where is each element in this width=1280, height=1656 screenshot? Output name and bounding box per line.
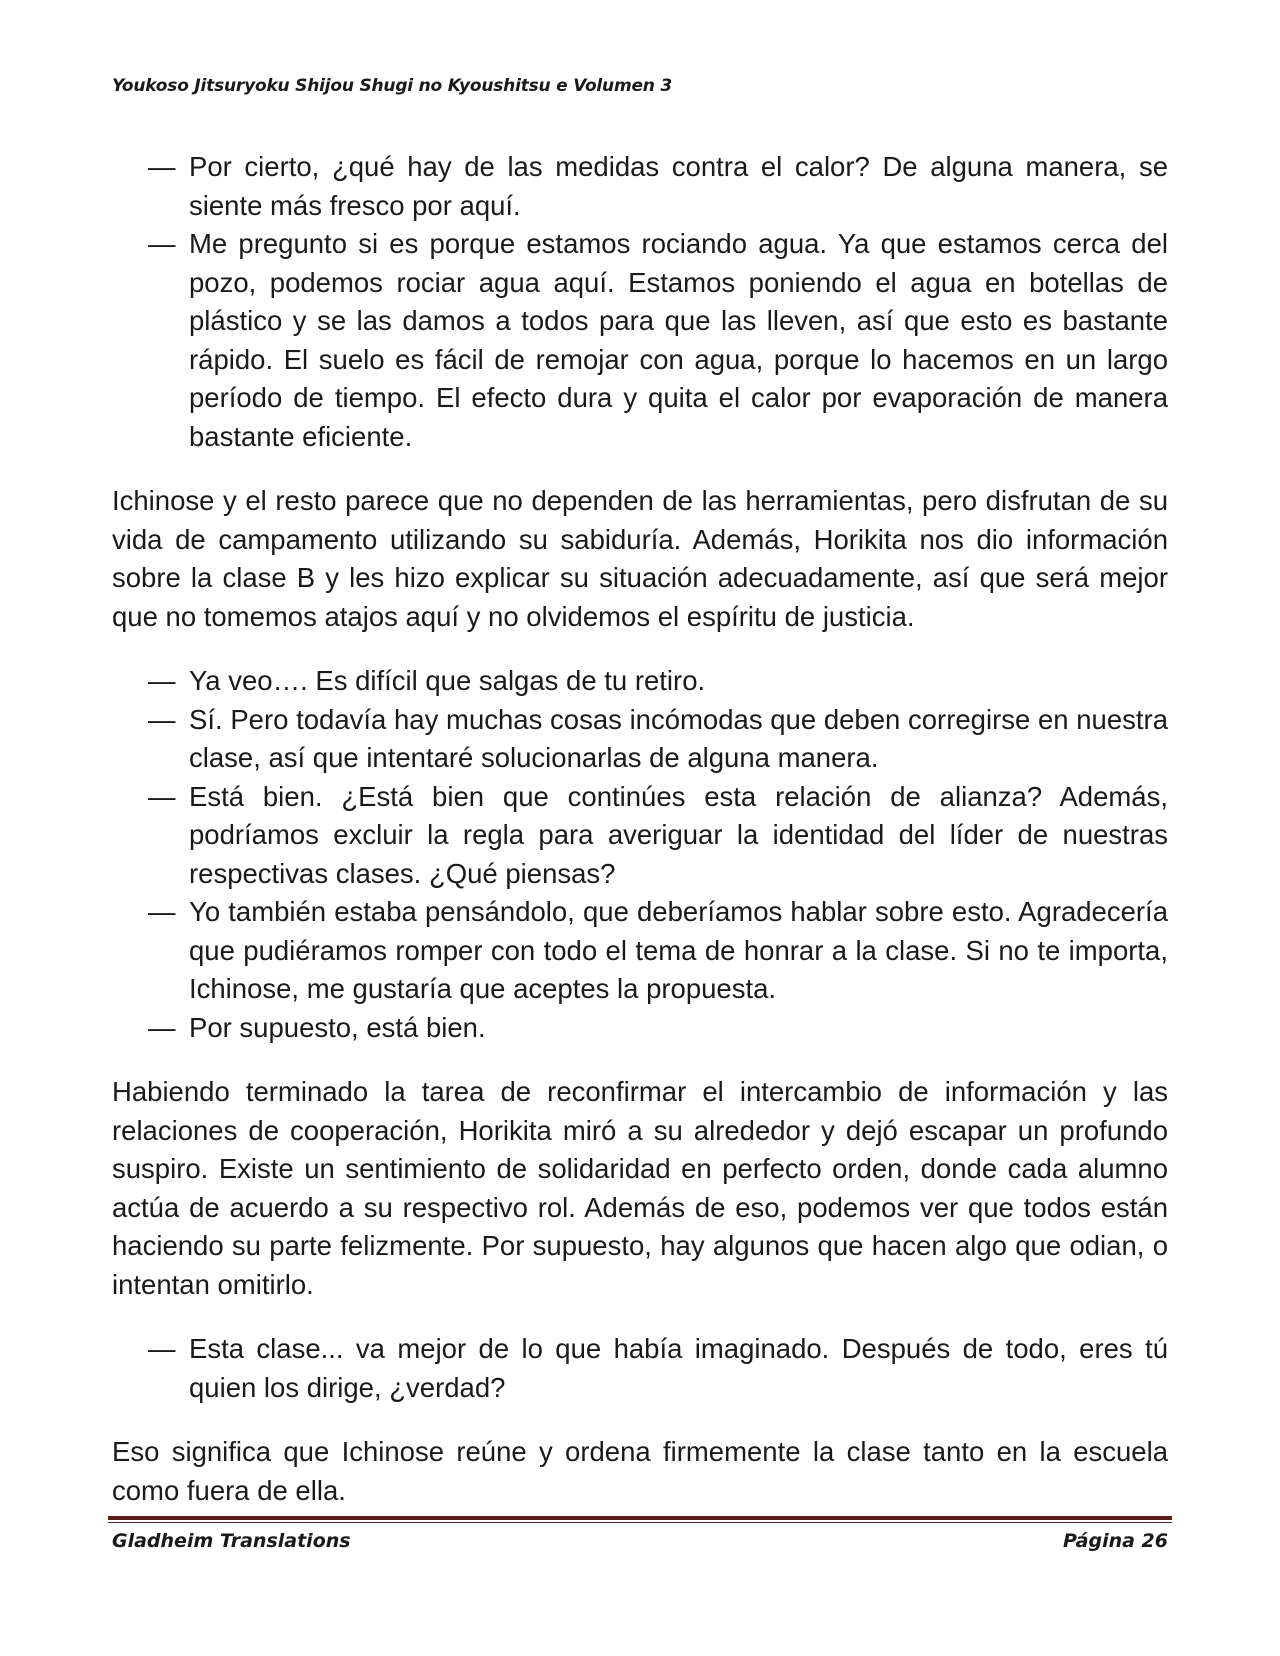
narration-paragraph: Ichinose y el resto parece que no dependen de las herramientas, pero disfrutan de su vida de campamento utilizando su sabiduría. Además, Horikita nos dio información sobre la clase B y les hizo explicar su situación adecuadamente, así que será mejor que no tomemos atajos aquí y no olvidemos el espíritu de justicia. (112, 485, 1168, 632)
dialogue-text: Me pregunto si es porque estamos rociando agua. Ya que estamos cerca del pozo, podemos rociar agua aquí. Estamos poniendo el agua en botellas de plástico y se las damos a todos para que las lleven, así que esto es bastante rápido. El suelo es fácil de remojar con agua, porque lo hacemos en un largo período de tiempo. El efecto dura y quita el calor por evaporación de manera bastante eficiente. (189, 228, 1168, 452)
footer-divider-thin (108, 1522, 1172, 1523)
narration-paragraph: Eso significa que Ichinose reúne y ordena firmemente la clase tanto en la escuela como fuera de ella. (112, 1436, 1168, 1506)
dialogue-dash: — (148, 703, 176, 735)
dialogue-block (112, 662, 1168, 1047)
dialogue-block (112, 148, 1168, 456)
dialogue-text: Ya veo…. Es difícil que salgas de tu retiro. (189, 665, 706, 696)
dialogue-dash: — (148, 780, 176, 812)
dialogue-line (112, 778, 1168, 894)
dialogue-dash: — (148, 665, 176, 696)
dialogue-text: Esta clase... va mejor de lo que había imaginado. Después de todo, eres tú quien los dirige, ¿verdad? (189, 1333, 1168, 1403)
dialogue-dash: — (148, 1011, 176, 1043)
footer-page-number: Página 26 (1062, 1530, 1168, 1552)
dialogue-line (112, 148, 1168, 225)
dialogue-text: Por cierto, ¿qué hay de las medidas contra el calor? De alguna manera, se siente más fresco por aquí. (189, 151, 1168, 221)
footer-translator-credit: Gladheim Translations (112, 1530, 351, 1552)
dialogue-line (112, 1009, 1168, 1048)
dialogue-text: Por supuesto, está bien. (189, 1011, 486, 1043)
dialogue-text: Sí. Pero todavía hay muchas cosas incómodas que deben corregirse en nuestra clase, así que intentaré solucionarlas de alguna manera. (189, 703, 1168, 773)
page-header-title: Youkoso Jitsuryoku Shijou Shugi no Kyoushitsu e Volumen 3 (112, 76, 673, 96)
dialogue-line (112, 662, 1168, 701)
dialogue-line (112, 893, 1168, 1009)
dialogue-text: Está bien. ¿Está bien que continúes esta relación de alianza? Además, podríamos excluir la regla para averiguar la identidad del líder de nuestras respectivas clases. ¿Qué piensas? (189, 780, 1168, 889)
footer-divider (108, 1516, 1172, 1524)
page-body (112, 148, 1168, 1536)
footer-divider-thick (108, 1516, 1172, 1520)
dialogue-dash: — (148, 151, 176, 182)
dialogue-dash: — (148, 896, 176, 927)
dialogue-dash: — (148, 1333, 176, 1364)
narration-paragraph: Habiendo terminado la tarea de reconfirmar el intercambio de información y las relaciones de cooperación, Horikita miró a su alrededor y dejó escapar un profundo suspiro. Existe un sentimiento de solidaridad en perfecto orden, donde cada alumno actúa de acuerdo a su respectivo rol. Además de eso, podemos ver que todos están haciendo su parte felizmente. Por supuesto, hay algunos que hacen algo que odian, o intentan omitirlo. (112, 1076, 1168, 1300)
dialogue-line (112, 1330, 1168, 1407)
dialogue-text: Yo también estaba pensándolo, que deberíamos hablar sobre esto. Agradecería que pudiéramos romper con todo el tema de honrar a la clase. Si no te importa, Ichinose, me gustaría que aceptes la propuesta. (189, 896, 1168, 1004)
dialogue-line (112, 701, 1168, 778)
dialogue-dash: — (148, 228, 176, 259)
dialogue-block (112, 1330, 1168, 1407)
dialogue-line (112, 225, 1168, 456)
